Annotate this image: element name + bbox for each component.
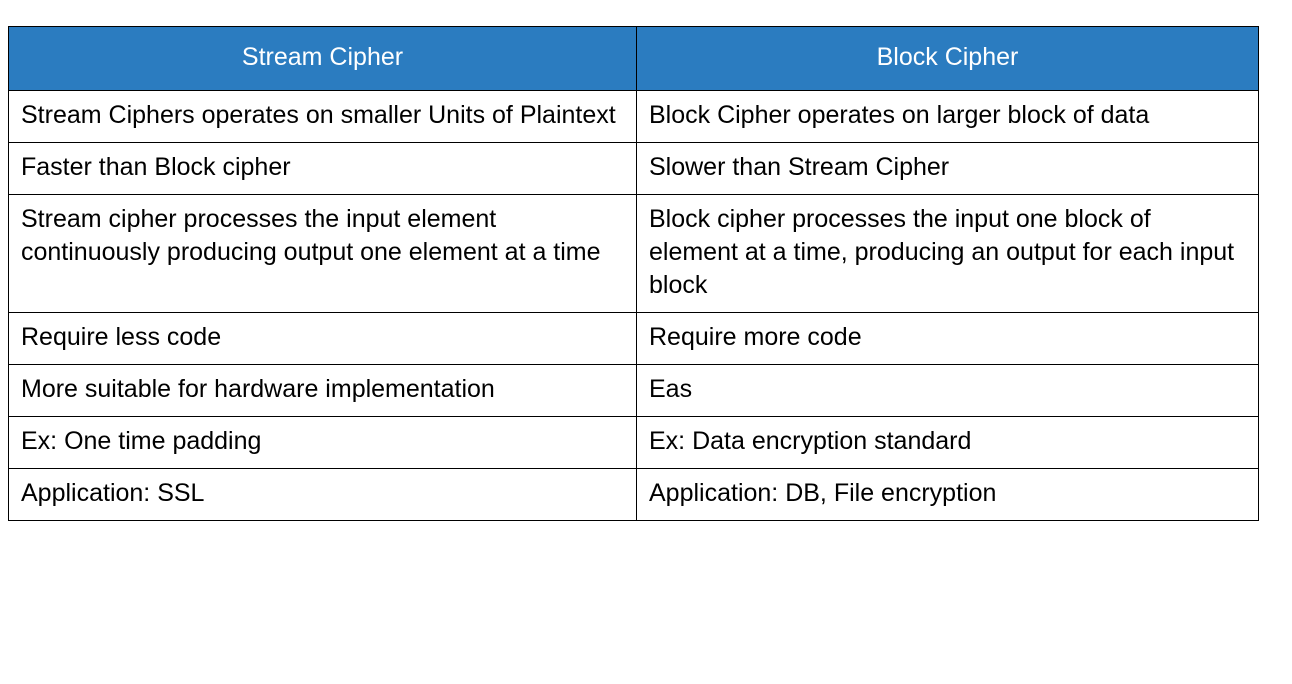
- cell-text: Block Cipher operates on larger block of data: [649, 101, 1150, 129]
- cell-stream-cipher: [9, 417, 637, 469]
- table-row: [9, 469, 1259, 521]
- cell-text: Application: SSL: [21, 479, 205, 507]
- table-header-row: [9, 27, 1259, 91]
- cell-stream-cipher: [9, 313, 637, 365]
- cell-block-cipher: [637, 365, 1259, 417]
- column-header-block-cipher: Block Cipher: [637, 27, 1259, 91]
- stream-vs-block-cipher-table: [8, 26, 1259, 521]
- cell-block-cipher: [637, 313, 1259, 365]
- cell-text: More suitable for hardware implementation: [21, 375, 495, 403]
- cell-text: Slower than Stream Cipher: [649, 153, 950, 181]
- table-row: [9, 143, 1259, 195]
- cell-text: Application: DB, File encryption: [649, 479, 997, 507]
- table-row: [9, 195, 1259, 313]
- cell-text: Require more code: [649, 323, 862, 351]
- cell-text: Faster than Block cipher: [21, 153, 291, 181]
- cell-stream-cipher: [9, 195, 637, 313]
- table-header: [9, 27, 1259, 91]
- cell-text: Eas: [649, 375, 693, 403]
- cell-text: Require less code: [21, 323, 222, 351]
- cell-block-cipher: [637, 91, 1259, 143]
- cell-text: Stream Ciphers operates on smaller Units of Plaintext: [21, 101, 616, 129]
- table-row: [9, 417, 1259, 469]
- comparison-table-container: [8, 26, 1258, 521]
- cell-stream-cipher: [9, 365, 637, 417]
- cell-block-cipher: [637, 143, 1259, 195]
- cell-text: Ex: One time padding: [21, 427, 262, 455]
- cell-block-cipher: [637, 417, 1259, 469]
- cell-stream-cipher: [9, 469, 637, 521]
- cell-block-cipher: [637, 195, 1259, 313]
- cell-block-cipher: [637, 469, 1259, 521]
- table-body: [9, 91, 1259, 521]
- cell-text: Ex: Data encryption standard: [649, 427, 972, 455]
- table-row: [9, 313, 1259, 365]
- table-row: [9, 365, 1259, 417]
- cell-stream-cipher: [9, 143, 637, 195]
- cell-text: Stream cipher processes the input element continuously producing output one element at a time: [21, 205, 601, 266]
- table-row: [9, 91, 1259, 143]
- cell-text: Block cipher processes the input one block of element at a time, producing an output for each input block: [649, 205, 1242, 299]
- cell-stream-cipher: [9, 91, 637, 143]
- column-header-stream-cipher: Stream Cipher: [9, 27, 637, 91]
